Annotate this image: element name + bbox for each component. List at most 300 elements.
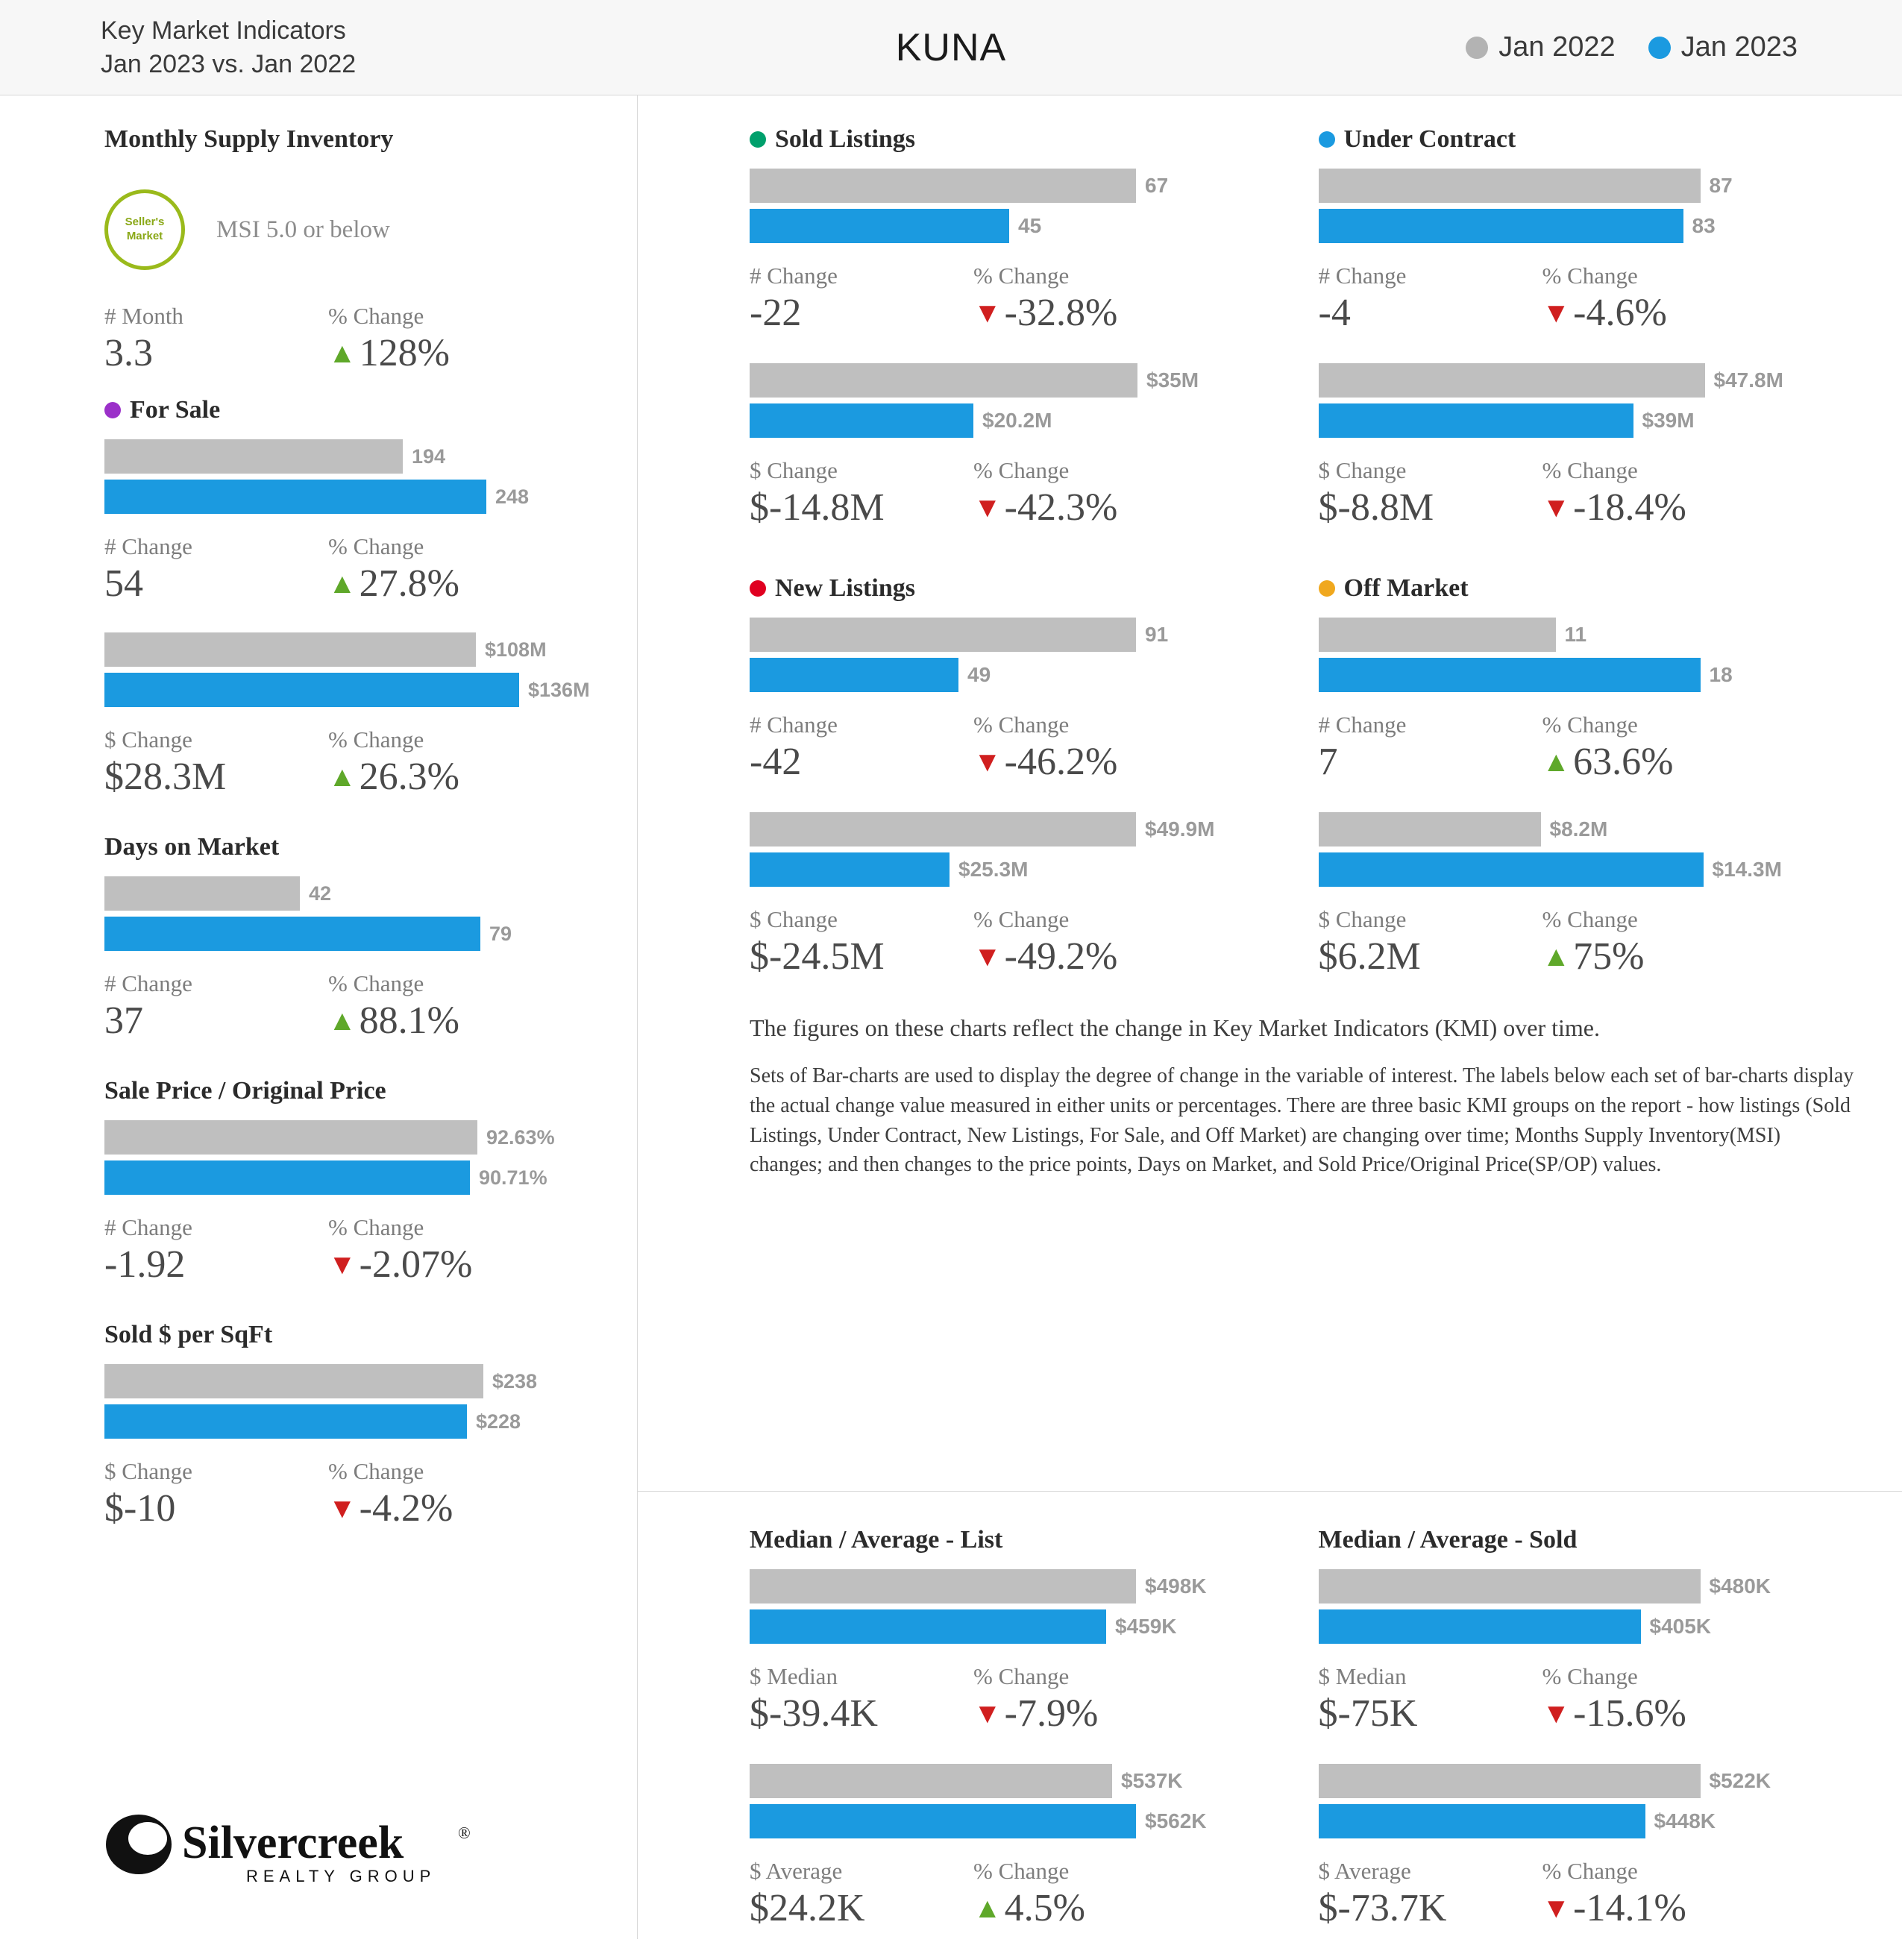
bar-row-cur bbox=[104, 914, 607, 954]
company-logo bbox=[104, 1809, 507, 1894]
label-pct-change: % Change bbox=[1542, 1663, 1638, 1689]
svg-text:®: ® bbox=[458, 1824, 471, 1842]
triangle-down-icon: ▼ bbox=[1542, 1892, 1571, 1924]
kmi-panels bbox=[638, 95, 1902, 1492]
bar-prev bbox=[1319, 363, 1705, 398]
off-market-money-bars bbox=[1319, 809, 1791, 890]
panel-sold-listings bbox=[750, 125, 1304, 530]
msi-pct-change bbox=[328, 331, 552, 375]
label-dollar-median: $ Median bbox=[750, 1663, 838, 1689]
off-market-money-values bbox=[1319, 935, 1791, 979]
msi-title-text: Monthly Supply Inventory bbox=[104, 125, 394, 153]
bar-prev bbox=[1319, 1569, 1701, 1604]
under-contract-num-pct bbox=[1542, 291, 1766, 335]
panel-under-contract bbox=[1304, 125, 1858, 530]
off-market-money-labels bbox=[1319, 906, 1791, 933]
spop-labels bbox=[104, 1214, 607, 1241]
ma-sold-title-text: Median / Average - Sold bbox=[1318, 1526, 1578, 1554]
label-pct-change: % Change bbox=[973, 1858, 1070, 1884]
bar-row-prev bbox=[104, 629, 607, 670]
sqft-pct-value: -4.2% bbox=[359, 1487, 453, 1530]
label-num-change: # Change bbox=[1318, 712, 1407, 738]
label-pct-change: % Change bbox=[328, 726, 424, 753]
legend-dot-icon bbox=[1466, 37, 1488, 59]
new-listings-count-values bbox=[750, 740, 1237, 784]
bar-cur-label: 79 bbox=[489, 922, 512, 945]
bar-prev-label: 11 bbox=[1564, 623, 1587, 646]
bar-cur bbox=[104, 480, 486, 514]
bar-prev-label: 87 bbox=[1709, 174, 1733, 197]
triangle-up-icon: ▲ bbox=[328, 337, 357, 369]
bar-prev bbox=[104, 1120, 477, 1155]
bar-cur-label: $405K bbox=[1649, 1615, 1712, 1638]
label-pct-change: % Change bbox=[973, 457, 1070, 483]
median-average-row bbox=[750, 1526, 1857, 1930]
triangle-up-icon: ▲ bbox=[328, 568, 357, 600]
sold-listings-title-text: Sold Listings bbox=[775, 125, 916, 153]
under-contract-money-bars bbox=[1319, 360, 1791, 441]
new-listings-money-pct-value: -49.2% bbox=[1004, 935, 1118, 978]
bar-prev bbox=[750, 1764, 1112, 1798]
legend-dot-icon bbox=[1648, 37, 1671, 59]
bar-cur-label: $136M bbox=[528, 678, 590, 701]
label-pct-change: % Change bbox=[1542, 906, 1638, 932]
under-contract-money-pct-value: -18.4% bbox=[1573, 486, 1686, 529]
label-pct-change: % Change bbox=[1542, 263, 1638, 289]
bar-row-cur bbox=[1319, 206, 1791, 246]
label-pct-change: % Change bbox=[328, 970, 424, 996]
panel-new-listings bbox=[750, 574, 1304, 979]
bar-prev-label: $537K bbox=[1121, 1769, 1183, 1792]
sold-listings-money-values bbox=[750, 486, 1237, 530]
note-main: The figures on these charts reflect the change in Key Market Indicators (KMI) over time. bbox=[750, 1014, 1600, 1041]
legend bbox=[1466, 31, 1798, 63]
sqft-labels bbox=[104, 1458, 607, 1485]
under-contract-title-text: Under Contract bbox=[1343, 125, 1516, 153]
dom-section-title bbox=[104, 833, 607, 861]
triangle-down-icon: ▼ bbox=[973, 1697, 1002, 1730]
under-contract-money-values bbox=[1319, 486, 1791, 530]
triangle-down-icon: ▼ bbox=[973, 746, 1002, 778]
sold-listings-title bbox=[750, 125, 1237, 154]
bar-prev bbox=[750, 169, 1136, 203]
bar-cur-label: $39M bbox=[1642, 409, 1695, 432]
bar-cur bbox=[750, 403, 973, 438]
off-market-count-values bbox=[1319, 740, 1791, 784]
bar-cur bbox=[750, 209, 1009, 243]
sold-listings-money-pct-value: -42.3% bbox=[1004, 486, 1118, 529]
label-dollar-change: $ Change bbox=[104, 726, 192, 753]
bar-prev bbox=[750, 618, 1136, 652]
ma-list-median-pct-value: -7.9% bbox=[1004, 1692, 1099, 1735]
bar-cur-label: 248 bbox=[495, 485, 530, 508]
bar-prev-label: $480K bbox=[1709, 1574, 1771, 1598]
label-pct-change: % Change bbox=[1542, 1858, 1638, 1884]
label-pct-change: % Change bbox=[1542, 712, 1638, 738]
for-sale-title-text: For Sale bbox=[130, 396, 221, 424]
ma-sold-avg-labels bbox=[1319, 1858, 1791, 1885]
off-market-num-change: 7 bbox=[1318, 741, 1338, 783]
label-dollar-change: $ Change bbox=[1318, 457, 1407, 483]
triangle-up-icon: ▲ bbox=[328, 761, 357, 793]
sold-listings-dot-icon bbox=[750, 131, 766, 148]
off-market-money-pct bbox=[1542, 935, 1766, 979]
bar-row-cur bbox=[750, 1606, 1237, 1647]
bar-cur bbox=[1319, 658, 1701, 692]
bar-cur-label: 49 bbox=[967, 663, 991, 686]
for-sale-money-pct bbox=[328, 755, 552, 799]
sold-listings-num-pct-value: -32.8% bbox=[1004, 292, 1118, 334]
bar-row-prev bbox=[1319, 360, 1791, 401]
bar-prev-label: $498K bbox=[1145, 1574, 1207, 1598]
bar-row-cur bbox=[1319, 1606, 1791, 1647]
under-contract-dot-icon bbox=[1319, 131, 1335, 148]
sold-listings-num-change: -22 bbox=[750, 292, 802, 334]
spop-pct-value: -2.07% bbox=[359, 1243, 473, 1286]
page-header bbox=[0, 0, 1902, 95]
ma-sold-median-pct bbox=[1542, 1692, 1766, 1736]
panel-row-2 bbox=[750, 574, 1857, 979]
legend-item-cur bbox=[1648, 31, 1798, 63]
off-market-money-pct-value: 75% bbox=[1573, 935, 1645, 978]
bar-prev bbox=[750, 363, 1137, 398]
panel-off-market bbox=[1304, 574, 1858, 979]
label-num-change: # Change bbox=[750, 712, 838, 738]
ma-sold-avg-values bbox=[1319, 1886, 1791, 1930]
bar-row-prev bbox=[750, 615, 1237, 655]
bar-prev-label: $35M bbox=[1146, 368, 1199, 392]
sqft-title-text: Sold $ per SqFt bbox=[104, 1321, 273, 1348]
ma-sold-avg-pct bbox=[1542, 1886, 1766, 1930]
ma-sold-avg-change: $-73.7K bbox=[1318, 1887, 1447, 1929]
sold-listings-money-change: $-14.8M bbox=[750, 486, 885, 529]
bar-row-cur bbox=[750, 401, 1237, 441]
bar-row-cur bbox=[104, 477, 607, 517]
bar-prev-label: 194 bbox=[412, 445, 446, 468]
bar-prev-label: $47.8M bbox=[1713, 368, 1783, 392]
ma-list-median-change: $-39.4K bbox=[750, 1692, 878, 1735]
off-market-num-pct-value: 63.6% bbox=[1573, 741, 1674, 783]
bar-prev bbox=[104, 632, 476, 667]
bar-row-cur bbox=[1319, 1801, 1791, 1841]
bar-cur bbox=[750, 658, 958, 692]
ma-list-avg-labels bbox=[750, 1858, 1237, 1885]
bar-row-cur bbox=[750, 1801, 1237, 1841]
bar-prev bbox=[1319, 1764, 1701, 1798]
bar-row-prev bbox=[104, 1361, 607, 1401]
bar-prev-label: $522K bbox=[1709, 1769, 1771, 1792]
bar-row-prev bbox=[750, 166, 1237, 206]
under-contract-count-labels bbox=[1319, 263, 1791, 289]
dom-bars bbox=[104, 873, 607, 954]
ma-sold-median-change: $-75K bbox=[1318, 1692, 1418, 1735]
ma-list-title bbox=[750, 1526, 1237, 1554]
msi-value: 3.3 bbox=[104, 332, 153, 374]
bar-prev bbox=[1319, 812, 1541, 846]
triangle-down-icon: ▼ bbox=[973, 491, 1002, 524]
bar-row-prev bbox=[750, 360, 1237, 401]
new-listings-money-bars bbox=[750, 809, 1237, 890]
sqft-section-title bbox=[104, 1321, 607, 1349]
panel-row-1 bbox=[750, 125, 1857, 530]
for-sale-count-values bbox=[104, 562, 607, 606]
bar-prev-label: $49.9M bbox=[1145, 817, 1215, 841]
svg-text:Silvercreek: Silvercreek bbox=[182, 1818, 404, 1868]
off-market-money-change: $6.2M bbox=[1318, 935, 1421, 978]
right-panel bbox=[638, 95, 1902, 1939]
label-num-month: # Month bbox=[104, 303, 183, 329]
ma-list-avg-pct-value: 4.5% bbox=[1004, 1887, 1085, 1929]
new-listings-dot-icon bbox=[750, 580, 766, 597]
bar-row-prev bbox=[750, 1761, 1237, 1801]
dom-title-text: Days on Market bbox=[104, 833, 280, 861]
label-dollar-change: $ Change bbox=[750, 906, 838, 932]
bar-cur bbox=[104, 917, 480, 951]
new-listings-count-labels bbox=[750, 712, 1237, 738]
spop-pct bbox=[328, 1243, 552, 1287]
off-market-num-pct bbox=[1542, 740, 1766, 784]
spop-title-text: Sale Price / Original Price bbox=[104, 1077, 386, 1105]
bar-cur bbox=[1319, 1804, 1645, 1838]
bar-prev-label: 67 bbox=[1145, 174, 1169, 197]
ma-sold-avg-bars bbox=[1319, 1761, 1791, 1841]
badge-line1: Seller's bbox=[125, 216, 165, 229]
spop-bars bbox=[104, 1117, 607, 1198]
label-dollar-average: $ Average bbox=[1318, 1858, 1411, 1884]
bar-cur-label: 18 bbox=[1709, 663, 1733, 686]
bar-cur bbox=[1319, 209, 1683, 243]
triangle-down-icon: ▼ bbox=[328, 1248, 357, 1281]
msi-labels bbox=[104, 303, 607, 330]
ma-sold-avg-pct-value: -14.1% bbox=[1573, 1887, 1686, 1929]
bar-row-prev bbox=[750, 809, 1237, 849]
triangle-down-icon: ▼ bbox=[973, 940, 1002, 973]
ma-sold-median-values bbox=[1319, 1692, 1791, 1736]
triangle-down-icon: ▼ bbox=[1542, 491, 1571, 524]
ma-sold-median-pct-value: -15.6% bbox=[1573, 1692, 1686, 1735]
bar-prev bbox=[750, 1569, 1136, 1604]
for-sale-num-pct bbox=[328, 562, 552, 606]
for-sale-money-pct-value: 26.3% bbox=[359, 756, 459, 798]
under-contract-count-bars bbox=[1319, 166, 1791, 246]
new-listings-money-pct bbox=[973, 935, 1197, 979]
off-market-title bbox=[1319, 574, 1791, 603]
ma-list-median-labels bbox=[750, 1663, 1237, 1690]
bar-prev bbox=[104, 876, 300, 911]
bar-cur bbox=[1319, 852, 1704, 887]
sqft-pct bbox=[328, 1486, 552, 1530]
bar-prev-label: $238 bbox=[492, 1369, 538, 1392]
bar-row-cur bbox=[750, 849, 1237, 890]
label-pct-change: % Change bbox=[328, 1214, 424, 1240]
spop-values bbox=[104, 1243, 607, 1287]
ma-list-median-values bbox=[750, 1692, 1237, 1736]
note-sub: Sets of Bar-charts are used to display the degree of change in the variable of interest. The labels below each set of bar-charts display the actual change value measured in either units or percentages. There are three basic KMI groups on the report - how listings (Sold Listings, Under Contract, New Listings, For Sale, and Off Market) are changing over time; Months Supply Inventory(MSI) changes; and then changes to the price points, Days on Market, and Sold Price/Original Price(SP/OP) values. bbox=[750, 1064, 1854, 1177]
label-pct-change: % Change bbox=[328, 1458, 424, 1484]
under-contract-num-pct-value: -4.6% bbox=[1573, 292, 1667, 334]
bar-row-cur bbox=[104, 1158, 607, 1198]
bar-row-cur bbox=[104, 1401, 607, 1442]
ma-sold-median-bars bbox=[1319, 1566, 1791, 1647]
bar-cur-label: $20.2M bbox=[982, 409, 1052, 432]
bar-prev bbox=[104, 439, 403, 474]
bar-row-prev bbox=[1319, 1761, 1791, 1801]
dom-labels bbox=[104, 970, 607, 997]
badge-line2: Market bbox=[126, 230, 163, 242]
new-listings-count-bars bbox=[750, 615, 1237, 695]
label-pct-change: % Change bbox=[973, 263, 1070, 289]
bar-cur bbox=[750, 1804, 1136, 1838]
for-sale-money-bars bbox=[104, 629, 607, 710]
bar-row-cur bbox=[104, 670, 607, 710]
under-contract-money-labels bbox=[1319, 457, 1791, 484]
page-title: KUNA bbox=[895, 25, 1007, 69]
under-contract-money-pct bbox=[1542, 486, 1766, 530]
under-contract-num-change: -4 bbox=[1318, 292, 1351, 334]
sold-listings-num-pct bbox=[973, 291, 1197, 335]
dom-values bbox=[104, 999, 607, 1043]
sold-listings-money-labels bbox=[750, 457, 1237, 484]
new-listings-title-text: New Listings bbox=[775, 574, 915, 602]
bar-cur-label: 90.71% bbox=[479, 1166, 547, 1189]
bar-cur-label: $14.3M bbox=[1712, 858, 1782, 881]
bar-cur bbox=[104, 1404, 467, 1439]
sold-listings-money-pct bbox=[973, 486, 1197, 530]
spop-section-title bbox=[104, 1077, 607, 1105]
ma-list-avg-change: $24.2K bbox=[750, 1887, 865, 1929]
new-listings-num-pct-value: -46.2% bbox=[1004, 741, 1118, 783]
bar-prev-label: $8.2M bbox=[1549, 817, 1608, 841]
for-sale-num-pct-value: 27.8% bbox=[359, 562, 459, 605]
label-num-change: # Change bbox=[1318, 263, 1407, 289]
bar-row-prev bbox=[1319, 166, 1791, 206]
sellers-market-badge-icon bbox=[104, 189, 185, 270]
bar-row-prev bbox=[750, 1566, 1237, 1606]
for-sale-dot-icon bbox=[104, 402, 121, 418]
under-contract-count-values bbox=[1319, 291, 1791, 335]
sold-listings-count-bars bbox=[750, 166, 1237, 246]
label-pct-change: % Change bbox=[973, 1663, 1070, 1689]
ma-sold-title bbox=[1319, 1526, 1791, 1554]
for-sale-money-values bbox=[104, 755, 607, 799]
bar-cur-label: $459K bbox=[1115, 1615, 1177, 1638]
new-listings-num-change: -42 bbox=[750, 741, 802, 783]
label-dollar-median: $ Median bbox=[1318, 1663, 1407, 1689]
triangle-down-icon: ▼ bbox=[328, 1492, 357, 1524]
label-pct-change: % Change bbox=[328, 303, 424, 329]
header-subtitle-line2: Jan 2023 vs. Jan 2022 bbox=[101, 49, 357, 78]
spop-change: -1.92 bbox=[104, 1243, 186, 1286]
label-dollar-change: $ Change bbox=[104, 1458, 192, 1484]
panel-median-average-sold bbox=[1304, 1526, 1858, 1930]
label-num-change: # Change bbox=[750, 263, 838, 289]
header-subtitle-line1: Key Market Indicators bbox=[101, 16, 346, 45]
sqft-bars bbox=[104, 1361, 607, 1442]
for-sale-money-change: $28.3M bbox=[104, 756, 227, 798]
label-num-change: # Change bbox=[104, 970, 192, 996]
bar-cur-label: $562K bbox=[1145, 1809, 1207, 1832]
panel-median-average-list bbox=[750, 1526, 1304, 1930]
new-listings-money-values bbox=[750, 935, 1237, 979]
bar-prev-label: 92.63% bbox=[486, 1125, 555, 1149]
under-contract-money-change: $-8.8M bbox=[1318, 486, 1434, 529]
bar-cur-label: 83 bbox=[1692, 214, 1716, 237]
silvercreek-logo-icon bbox=[104, 1809, 507, 1891]
triangle-down-icon: ▼ bbox=[1542, 297, 1571, 329]
bar-row-prev bbox=[104, 1117, 607, 1158]
msi-section-title bbox=[104, 125, 607, 154]
label-num-change: # Change bbox=[104, 1214, 192, 1240]
bar-prev bbox=[104, 1364, 483, 1398]
label-pct-change: % Change bbox=[1542, 457, 1638, 483]
legend-item-prev bbox=[1466, 31, 1615, 63]
bar-cur-label: $25.3M bbox=[958, 858, 1029, 881]
bar-prev bbox=[1319, 618, 1556, 652]
bar-row-cur bbox=[1319, 401, 1791, 441]
sqft-values bbox=[104, 1486, 607, 1530]
bar-row-prev bbox=[1319, 1566, 1791, 1606]
bar-cur bbox=[104, 1160, 470, 1195]
msi-badge-row bbox=[104, 189, 607, 270]
median-average-section bbox=[638, 1492, 1902, 1960]
bar-row-cur bbox=[1319, 655, 1791, 695]
off-market-count-labels bbox=[1319, 712, 1791, 738]
triangle-down-icon: ▼ bbox=[1542, 1697, 1571, 1730]
svg-text:REALTY GROUP: REALTY GROUP bbox=[246, 1867, 436, 1885]
label-pct-change: % Change bbox=[973, 712, 1070, 738]
ma-list-median-bars bbox=[750, 1566, 1237, 1647]
bar-cur bbox=[750, 852, 950, 887]
for-sale-money-labels bbox=[104, 726, 607, 753]
dom-pct-value: 88.1% bbox=[359, 999, 459, 1042]
bar-row-cur bbox=[750, 206, 1237, 246]
triangle-up-icon: ▲ bbox=[973, 1892, 1002, 1924]
off-market-title-text: Off Market bbox=[1343, 574, 1469, 602]
ma-list-avg-pct bbox=[973, 1886, 1197, 1930]
for-sale-section-title bbox=[104, 396, 607, 424]
msi-pct-value: 128% bbox=[359, 332, 450, 374]
under-contract-title bbox=[1319, 125, 1791, 154]
for-sale-count-labels bbox=[104, 533, 607, 560]
ma-list-median-pct bbox=[973, 1692, 1197, 1736]
new-listings-num-pct bbox=[973, 740, 1197, 784]
bar-cur bbox=[750, 1609, 1106, 1644]
legend-label-prev: Jan 2022 bbox=[1498, 31, 1616, 63]
bar-cur-label: $228 bbox=[476, 1410, 521, 1433]
label-pct-change: % Change bbox=[328, 533, 424, 559]
sqft-change: $-10 bbox=[104, 1487, 176, 1530]
sold-listings-money-bars bbox=[750, 360, 1237, 441]
bar-row-prev bbox=[1319, 809, 1791, 849]
new-listings-title bbox=[750, 574, 1237, 603]
label-pct-change: % Change bbox=[973, 906, 1070, 932]
off-market-dot-icon bbox=[1319, 580, 1335, 597]
bar-cur-label: 45 bbox=[1018, 214, 1042, 237]
label-num-change: # Change bbox=[104, 533, 192, 559]
bar-cur bbox=[1319, 403, 1633, 438]
msi-note: MSI 5.0 or below bbox=[216, 216, 390, 243]
bar-cur bbox=[1319, 1609, 1641, 1644]
off-market-count-bars bbox=[1319, 615, 1791, 695]
triangle-up-icon: ▲ bbox=[1542, 940, 1571, 973]
bar-cur bbox=[104, 673, 519, 707]
dom-pct bbox=[328, 999, 552, 1043]
bar-prev bbox=[750, 812, 1136, 846]
bar-row-prev bbox=[104, 873, 607, 914]
bar-row-cur bbox=[1319, 849, 1791, 890]
triangle-down-icon: ▼ bbox=[973, 297, 1002, 329]
new-listings-money-labels bbox=[750, 906, 1237, 933]
